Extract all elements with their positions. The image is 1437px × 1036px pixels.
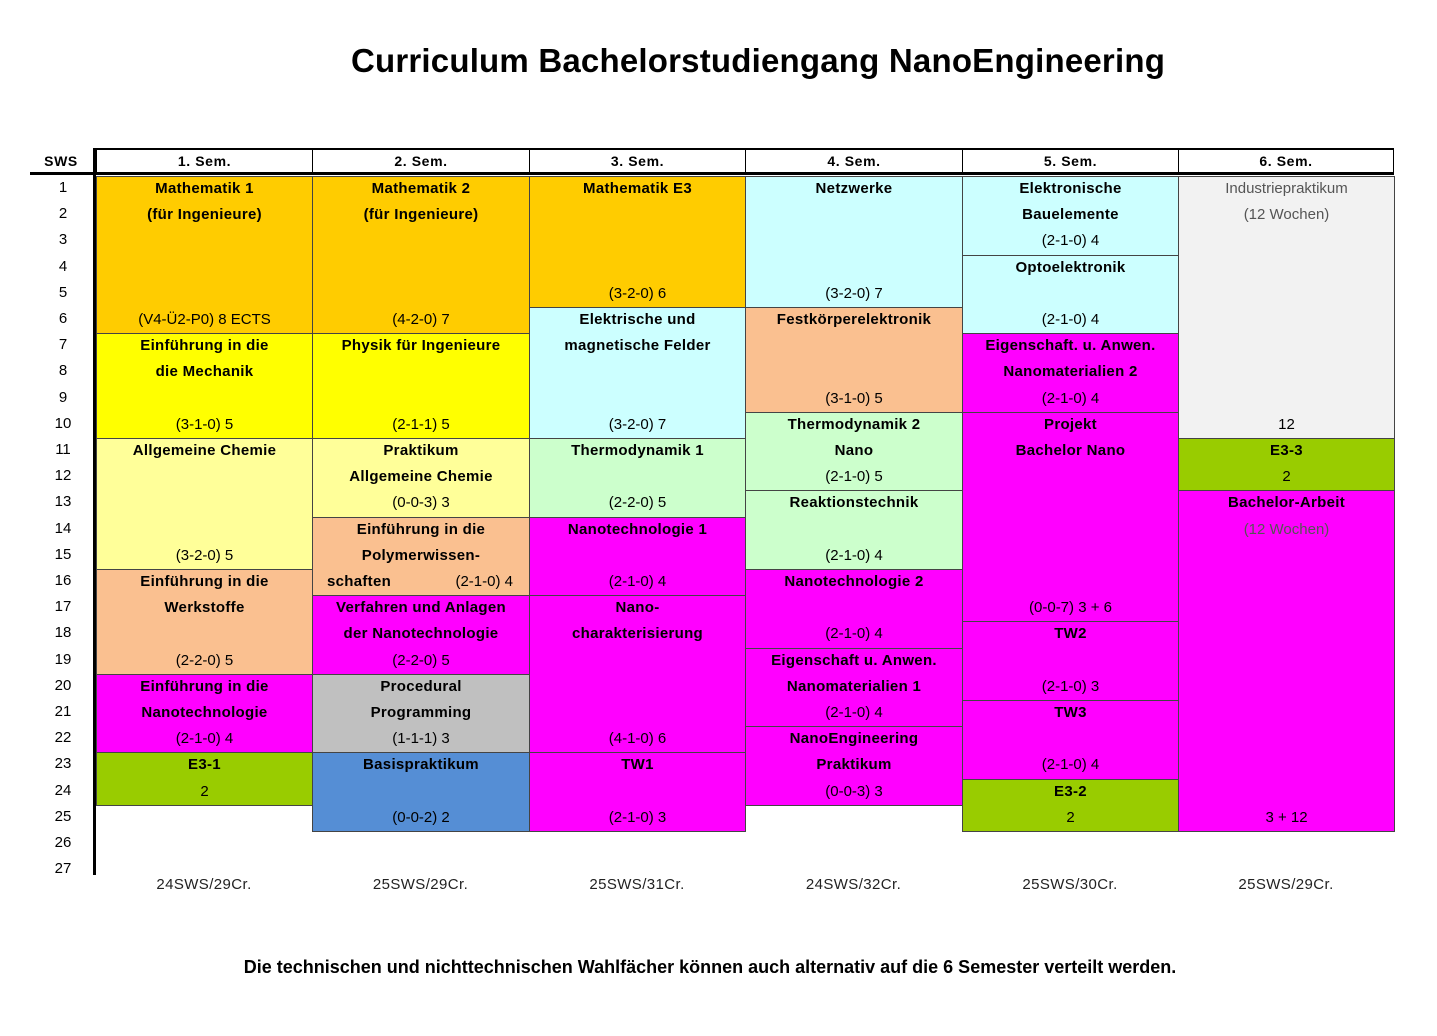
semester-total: 25SWS/29Cr. <box>1238 876 1334 893</box>
module-block <box>529 307 746 439</box>
module-credits: Industriepraktikum <box>1225 180 1348 197</box>
module-title: Polymerwissen- <box>361 546 481 564</box>
module-block <box>745 726 963 806</box>
module-block <box>745 490 963 570</box>
module-title: Mathematik 1 <box>155 180 254 197</box>
module-title: Nanotechnologie 1 <box>567 520 708 538</box>
page-title: Curriculum Bachelorstudiengang NanoEngineering <box>350 42 1166 79</box>
module-title: Einführung in die <box>140 337 269 355</box>
sws-row-number: 11 <box>55 441 71 458</box>
module-credits: (4-1-0) 6 <box>608 730 667 748</box>
module-block <box>529 438 746 518</box>
module-credits: (2-1-1) 5 <box>392 415 450 433</box>
module-block <box>962 333 1179 413</box>
module-block <box>312 438 530 518</box>
module-credits: (2-1-0) 4 <box>1041 232 1100 250</box>
module-credits: (2-1-0) 3 <box>608 808 667 826</box>
module-block <box>745 569 963 649</box>
module-block <box>1178 438 1395 491</box>
semester-header: 3. Sem. <box>529 150 745 172</box>
sws-row-number: 18 <box>54 624 72 642</box>
module-title: Nanomaterialien 2 <box>1003 363 1138 381</box>
module-credits: (2-1-0) 4 <box>1041 389 1100 407</box>
semester-header: 2. Sem. <box>312 150 529 172</box>
module-credits: (0-0-7) 3 + 6 <box>1029 599 1112 617</box>
module-block <box>529 176 746 308</box>
sws-row-number: 17 <box>54 598 72 616</box>
module-title: TW2 <box>1054 625 1087 643</box>
module-credits: 2 <box>200 782 209 800</box>
module-title: Nano <box>834 441 874 459</box>
module-block <box>1178 490 1395 832</box>
module-title: Projekt <box>1044 415 1097 433</box>
module-title: E3-3 <box>1270 442 1303 459</box>
module-credits: (2-1-0) 4 <box>1041 756 1100 774</box>
module-block <box>962 779 1179 832</box>
module-block <box>312 517 530 597</box>
sws-row-number: 1 <box>58 179 68 196</box>
module-block <box>745 648 963 728</box>
module-credits: (2-1-0) 5 <box>825 468 883 486</box>
module-credits: (12 Wochen) <box>1243 520 1330 538</box>
module-block <box>962 255 1179 335</box>
sws-row-number: 6 <box>58 310 68 327</box>
sws-row-number: 4 <box>58 257 68 275</box>
module-title: Mathematik E3 <box>583 180 692 197</box>
module-block <box>96 674 313 754</box>
module-title: schaften <box>327 572 392 590</box>
module-block <box>529 517 746 597</box>
module-title: Thermodynamik 2 <box>787 415 921 433</box>
module-credits: (2-1-0) 4 <box>825 703 883 721</box>
module-title: der Nanotechnologie <box>343 625 499 643</box>
semester-header: 5. Sem. <box>962 150 1178 172</box>
module-title: Bachelor-Arbeit <box>1227 494 1346 512</box>
module-credits: (2-1-0) 4 <box>825 546 883 564</box>
module-credits: (3-1-0) 5 <box>175 415 234 433</box>
module-title: Bachelor Nano <box>1015 441 1126 459</box>
module-block <box>312 752 530 832</box>
module-block <box>96 752 313 805</box>
module-title: Praktikum <box>383 442 459 459</box>
footnote: Die technischen und nichttechnischen Wahlfächer können auch alternativ auf die 6 Semester verteilt werden. <box>243 957 1177 977</box>
semester-total: 24SWS/32Cr. <box>805 876 902 893</box>
module-block <box>312 595 530 675</box>
module-title: Procedural <box>380 677 462 695</box>
sws-row-number: 14 <box>54 519 72 537</box>
module-title: Einführung in die <box>140 677 269 695</box>
sws-row-number: 16 <box>54 572 72 589</box>
module-title: (für Ingenieure) <box>147 206 262 224</box>
semester-total: 25SWS/29Cr. <box>372 876 469 893</box>
module-block <box>96 333 313 439</box>
sws-row-number: 3 <box>58 231 68 249</box>
sws-row-number: 19 <box>54 650 72 668</box>
module-block <box>312 176 530 334</box>
module-title: (für Ingenieure) <box>363 206 479 224</box>
module-credits: (3-1-0) 5 <box>825 389 883 407</box>
module-credits: (0-0-3) 3 <box>392 494 450 512</box>
semester-total: 25SWS/31Cr. <box>589 876 685 893</box>
module-credits: (0-0-2) 2 <box>392 808 450 826</box>
module-title: Eigenschaft. u. Anwen. <box>985 337 1156 355</box>
module-credits: (3-2-0) 6 <box>608 284 667 302</box>
module-title: magnetische Felder <box>564 337 711 355</box>
module-credits: (2-1-0) 4 <box>825 625 883 643</box>
module-block <box>529 752 746 832</box>
module-credits: (2-2-0) 5 <box>392 651 450 669</box>
module-title: Programming <box>370 703 472 721</box>
module-block <box>312 333 530 439</box>
module-credits: (3-2-0) 5 <box>175 546 234 564</box>
sws-row-number: 13 <box>54 493 72 511</box>
module-credits: 2 <box>1066 808 1075 826</box>
module-block <box>962 621 1179 701</box>
module-title: TW3 <box>1054 704 1087 721</box>
semester-header: 6. Sem. <box>1178 150 1394 172</box>
module-title: Elektrische und <box>579 311 696 328</box>
sws-row-number: 23 <box>54 755 72 773</box>
module-title: E3-1 <box>188 756 221 774</box>
module-title: Nano- <box>615 599 660 617</box>
module-title: NanoEngineering <box>789 730 919 748</box>
module-title: Nanotechnologie <box>141 703 268 721</box>
module-credits: (2-2-0) 5 <box>608 494 667 512</box>
module-credits: (0-0-3) 3 <box>825 782 883 800</box>
module-block <box>962 700 1179 780</box>
module-credits: 2 <box>1282 468 1291 486</box>
module-title: Reaktionstechnik <box>789 494 919 512</box>
module-title: Werkstoffe <box>164 599 245 617</box>
sws-row-number: 21 <box>54 703 72 720</box>
sws-header: SWS <box>44 153 78 169</box>
module-title: E3-2 <box>1054 782 1087 800</box>
module-block <box>96 176 313 334</box>
module-title: Mathematik 2 <box>371 180 471 197</box>
module-block <box>745 412 963 492</box>
sws-row-number: 22 <box>54 729 72 747</box>
sws-row-number: 2 <box>58 205 68 223</box>
module-title: Basispraktikum <box>363 756 479 774</box>
module-credits: (2-1-0) 4 <box>175 730 234 748</box>
sws-row-number: 25 <box>54 807 72 825</box>
module-block <box>96 569 313 675</box>
module-block <box>529 595 746 753</box>
semester-total: 25SWS/30Cr. <box>1022 876 1118 893</box>
module-block <box>962 412 1179 623</box>
module-credits: (1-1-1) 3 <box>392 730 450 748</box>
sws-row-number: 10 <box>54 414 72 432</box>
module-credits: (4-2-0) 7 <box>392 311 450 328</box>
sws-row-number: 15 <box>54 545 72 563</box>
module-title: die Mechanik <box>155 363 254 381</box>
module-title: Einführung in die <box>140 573 269 590</box>
sws-row-number: 20 <box>54 676 72 694</box>
module-credits: (2-2-0) 5 <box>175 651 234 669</box>
module-title: Festkörperelektronik <box>776 311 932 328</box>
module-title: Physik für Ingenieure <box>341 337 501 355</box>
sws-row-number: 24 <box>54 781 72 799</box>
module-title: Netzwerke <box>815 180 893 197</box>
module-credits: (3-2-0) 7 <box>608 415 667 433</box>
module-credits: (2-1-0) 3 <box>1041 677 1100 695</box>
sws-row-number: 8 <box>58 362 68 380</box>
module-title: Allgemeine Chemie <box>349 468 493 486</box>
module-credits: 12 <box>1278 415 1295 433</box>
sws-row-number: 27 <box>54 860 72 878</box>
module-credits: (2-1-0) 4 <box>608 572 667 590</box>
module-title: Thermodynamik 1 <box>571 442 704 459</box>
module-title: Optoelektronik <box>1015 258 1126 276</box>
module-block <box>312 674 530 754</box>
module-block <box>1178 176 1395 439</box>
module-title: charakterisierung <box>572 625 703 643</box>
module-title: Nanomaterialien 1 <box>786 677 922 695</box>
sws-row-number: 12 <box>54 467 72 485</box>
sws-row-number: 5 <box>58 283 68 301</box>
module-title: TW1 <box>621 756 654 774</box>
module-title: Allgemeine Chemie <box>132 442 277 459</box>
module-block <box>962 176 1179 256</box>
module-title: Einführung in die <box>356 520 486 538</box>
sws-row-number: 26 <box>54 834 72 851</box>
module-title: Eigenschaft u. Anwen. <box>771 651 937 669</box>
module-credits: (3-2-0) 7 <box>825 284 883 302</box>
module-title: Nanotechnologie 2 <box>784 573 924 590</box>
module-credits: (2-1-0) 4 <box>455 572 513 590</box>
sws-row-number: 9 <box>58 388 68 406</box>
module-block <box>745 176 963 308</box>
module-credits: (2-1-0) 4 <box>1041 310 1100 328</box>
module-title: Praktikum <box>816 756 892 774</box>
module-credits: (12 Wochen) <box>1243 206 1330 224</box>
semester-header: 4. Sem. <box>745 150 962 172</box>
semester-total: 24SWS/29Cr. <box>156 876 252 893</box>
module-title: Verfahren und Anlagen <box>336 599 506 617</box>
module-credits: (V4-Ü2-P0) 8 ECTS <box>138 311 271 328</box>
header-bottom-rule <box>30 172 1394 175</box>
module-title: Bauelemente <box>1022 206 1119 224</box>
sws-row-number: 7 <box>58 336 68 354</box>
module-block <box>96 438 313 570</box>
module-title: Elektronische <box>1019 180 1122 197</box>
semester-header: 1. Sem. <box>96 150 312 172</box>
module-credits: 3 + 12 <box>1265 808 1308 826</box>
module-block <box>745 307 963 413</box>
